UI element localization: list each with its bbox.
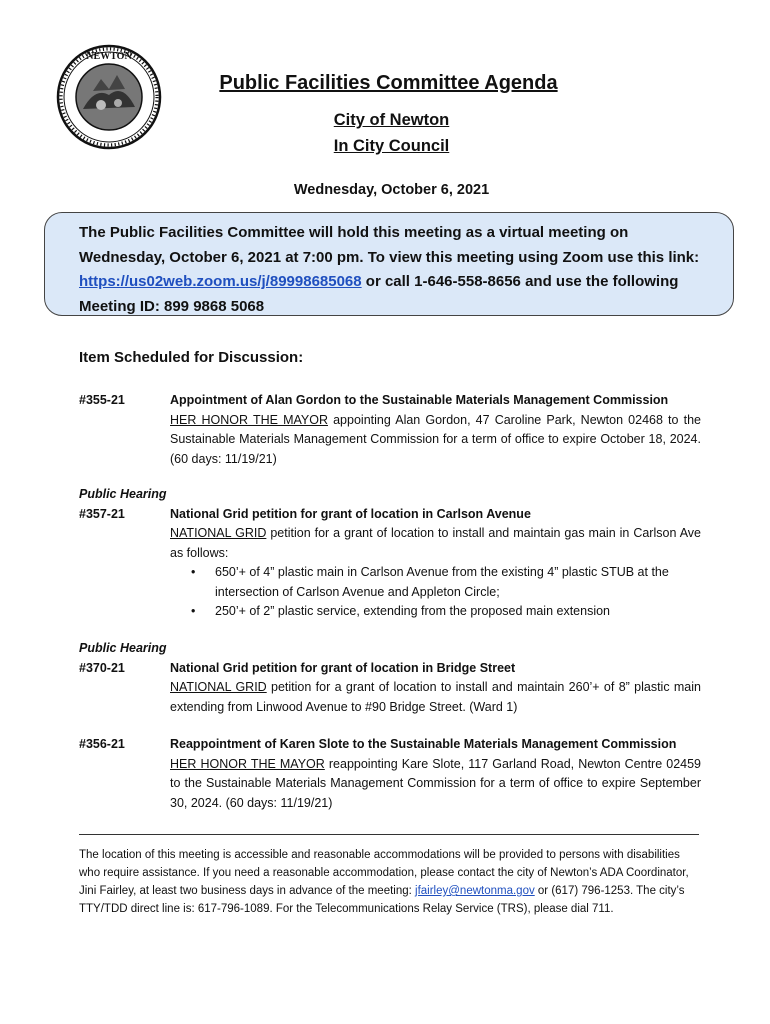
notice-text-continued: or call 1-646-558-8656 and use the following Meeting ID: 899 9868 5068 — [79, 273, 679, 315]
item-bullet-list — [170, 563, 701, 622]
item-description: appointing Alan Gordon, 47 Caroline Park, Newton 02468 to the Sustainable Materials Management Commission for a term of office to expire October 18, 2024. (60 days: 11/19/21) — [170, 412, 701, 466]
zoom-link[interactable]: https://us02web.zoom.us/j/89998685068 — [79, 273, 362, 290]
notice-text: The Public Facilities Committee will hold this meeting as a virtual meeting on Wednesday, October 6, 2021 at 7:00 pm. To view this meeting using Zoom use this link: — [79, 224, 700, 266]
footer-divider — [79, 834, 699, 835]
item-heading: National Grid petition for grant of location in Carlson Avenue — [170, 506, 531, 521]
item-sponsor: HER HONOR THE MAYOR — [170, 756, 325, 771]
item-sponsor: NATIONAL GRID — [170, 526, 267, 540]
agenda-item-370-21 — [79, 639, 701, 717]
item-description: petition for a grant of location to install and maintain 260’+ of 8” plastic main extending from Linwood Avenue to #90 Bridge Street. (Ward 1) — [170, 680, 701, 714]
page-title: Public Facilities Committee Agenda — [219, 72, 558, 94]
meeting-date: Wednesday, October 6, 2021 — [293, 182, 490, 198]
agenda-item-356-21 — [79, 735, 701, 813]
item-number: #355-21 — [79, 393, 125, 407]
footer-text-continued: or (617) 796-1253. The city’s TTY/TDD direct line is: 617-796-1089. For the Telecommunications Relay Service (TRS), please dial 711. — [79, 885, 685, 915]
item-heading: National Grid petition for grant of location in Bridge Street — [170, 660, 516, 675]
item-sponsor: HER HONOR THE MAYOR — [170, 412, 328, 427]
city-name: City of Newton — [333, 111, 450, 129]
seal-text: NEWTON — [86, 51, 132, 62]
item-description: reappointing Kare Slote, 117 Garland Road, Newton Centre 02459 to the Sustainable Materials Management Commission for a term of office to expire September 30, 2024. (60 days: 11/19/21) — [170, 756, 701, 810]
item-number: #357-21 — [79, 506, 125, 521]
city-seal-logo — [55, 43, 163, 151]
public-hearing-label: Public Hearing — [79, 487, 167, 501]
item-number: #370-21 — [79, 660, 125, 675]
list-item: • 250’+ of 2” plastic service, extending from the proposed main extension — [211, 602, 701, 622]
item-description: petition for a grant of location to install and maintain gas main in Carlson Ave as follows: — [170, 526, 702, 560]
list-item: • 650’+ of 4” plastic main in Carlson Avenue from the existing 4” plastic STUB at the intersection of Carlson Avenue and Appleton Circle; — [211, 563, 701, 602]
item-heading: Appointment of Alan Gordon to the Sustainable Materials Management Commission — [170, 393, 669, 407]
item-sponsor: NATIONAL GRID — [170, 680, 267, 694]
item-number: #356-21 — [79, 737, 125, 751]
section-heading: Item Scheduled for Discussion: — [79, 349, 304, 366]
item-heading: Reappointment of Karen Slote to the Sustainable Materials Management Commission — [170, 737, 677, 751]
accessibility-footer — [79, 846, 699, 918]
agenda-item-355-21 — [79, 391, 701, 469]
ada-email-link[interactable]: jfairley@newtonma.gov — [415, 885, 535, 897]
public-hearing-label: Public Hearing — [79, 641, 167, 655]
footer-text: The location of this meeting is accessible and reasonable accommodations will be provided to persons with disabilities who require assistance. If you need a reasonable accommodation, please contact the city of Newton’s ADA Coordinator, Jini Fairley, at least two business days in advance of the meeting: — [79, 849, 689, 897]
agenda-item-357-21 — [79, 485, 701, 622]
council-name: In City Council — [333, 137, 450, 155]
virtual-meeting-notice — [44, 212, 734, 316]
